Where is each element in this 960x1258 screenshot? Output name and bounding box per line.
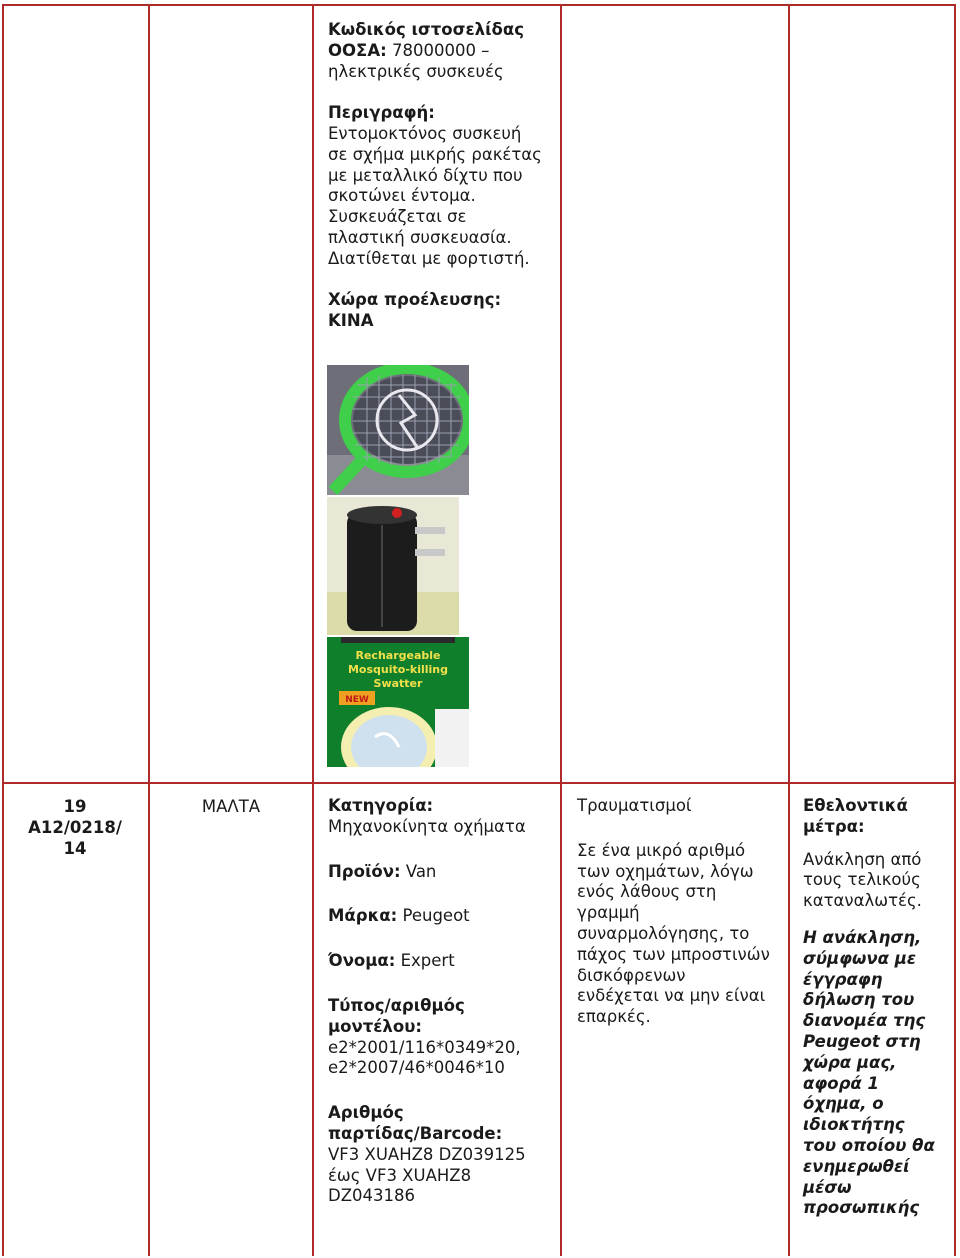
batch-label-line: Αριθμός	[328, 1103, 404, 1123]
description-label: Περιγραφή:	[328, 103, 435, 123]
measures-line: καταναλωτές.	[803, 891, 922, 911]
measures-note-line: του οποίου θα	[803, 1135, 935, 1155]
table-cell-r1-risk	[560, 4, 790, 784]
product-line	[328, 862, 556, 883]
product-info-block-1	[328, 20, 556, 332]
category-value: Μηχανοκίνητα οχήματα	[328, 816, 526, 836]
description-line: Εντομοκτόνος συσκευή	[328, 123, 522, 143]
description-line: πλαστική συσκευασία.	[328, 227, 512, 247]
racket-illustration	[327, 365, 469, 495]
oosa-line	[328, 41, 556, 62]
risk-line: ενδέχεται να μην είναι	[577, 986, 766, 1006]
description-line: σε σχήμα μικρής ρακέτας	[328, 144, 542, 164]
measures-note-line: χώρα μας,	[803, 1052, 897, 1072]
description-line: με μεταλλικό δίχτυ που	[328, 165, 523, 185]
risk-line: επαρκές.	[577, 1007, 651, 1027]
notification-number-line: 19	[63, 797, 87, 816]
charger-photo	[327, 497, 459, 635]
website-code-label: Κωδικός ιστοσελίδας	[328, 20, 524, 39]
measures-note-line: Peugeot στη	[803, 1031, 921, 1051]
measures-note-line: αφορά 1	[803, 1073, 879, 1093]
package-photo	[327, 637, 469, 767]
type-label-line: μοντέλου:	[328, 1016, 422, 1036]
measures-note-line: έγγραφη	[803, 969, 883, 989]
measures-line: τους τελικούς	[803, 870, 921, 890]
name-value: Expert	[400, 951, 455, 971]
notification-number-line: A12/0218/	[28, 818, 122, 837]
risk-line: των οχημάτων, λόγω	[577, 861, 754, 881]
type-label-line: Τύπος/αριθμός	[328, 995, 465, 1015]
product-label: Προϊόν:	[328, 861, 401, 881]
package-badge: NEW	[345, 695, 369, 705]
measures-note-line: προσωπικής	[803, 1198, 920, 1218]
measures-note-line: Η ανάκληση,	[803, 927, 922, 947]
measures-note-line: όχημα, ο	[803, 1094, 884, 1114]
measures-note-line: δήλωση του	[803, 990, 915, 1010]
measures-label-line: Εθελοντικά	[803, 796, 908, 815]
measures-note-line: σύμφωνα με	[803, 948, 917, 968]
risk-line: γραμμή	[577, 903, 640, 923]
batch-label-line: παρτίδας/Barcode:	[328, 1123, 503, 1143]
batch-value-line: έως VF3 XUAHZ8	[328, 1165, 472, 1185]
oosa-label: ΟΟΣΑ:	[328, 40, 387, 60]
batch-value-line: VF3 XUAHZ8 DZ039125	[328, 1144, 526, 1164]
table-cell-r1-country	[148, 4, 314, 784]
measures-note-line: μέσω	[803, 1177, 852, 1197]
name-label: Όνομα:	[328, 951, 396, 971]
oosa-category: ηλεκτρικές συσκευές	[328, 61, 504, 81]
notification-number-line: 14	[63, 839, 87, 858]
type-value-line: e2*2001/116*0349*20,	[328, 1037, 521, 1057]
risk-line: δισκόφρενων	[577, 965, 686, 985]
type-value-line: e2*2007/46*0046*10	[328, 1058, 505, 1078]
risk-line: ενός λάθους στη	[577, 882, 717, 902]
risk-line: Σε ένα μικρό αριθμό	[577, 840, 746, 860]
batch-value-line: DZ043186	[328, 1186, 415, 1206]
measures-note-line: ιδιοκτήτης	[803, 1115, 905, 1135]
notification-number	[2, 796, 148, 859]
measures-note-line: διανομέα της	[803, 1011, 926, 1031]
risk-line: συναρμολόγησης, το	[577, 923, 750, 943]
charger-illustration	[327, 497, 459, 635]
brand-label: Μάρκα:	[328, 906, 398, 926]
measures-label-line: μέτρα:	[803, 816, 865, 836]
package-text-3: Swatter	[373, 677, 423, 690]
measures-note-line: ενημερωθεί	[803, 1156, 910, 1176]
measures-line: Ανάκληση από	[803, 849, 922, 869]
origin-label: Χώρα προέλευσης:	[328, 290, 502, 310]
description-line: σκοτώνει έντομα.	[328, 186, 476, 206]
brand-line	[328, 906, 556, 927]
package-text-1: Rechargeable	[355, 649, 441, 662]
notifying-country: ΜΑΛΤΑ	[201, 797, 261, 816]
racket-photo	[327, 365, 469, 495]
package-text-2: Mosquito-killing	[347, 663, 449, 676]
table-cell-r1-measures	[788, 4, 956, 784]
oosa-value: 78000000 –	[391, 40, 490, 60]
origin-value: ΚΙΝΑ	[328, 311, 374, 331]
package-illustration	[327, 637, 469, 767]
category-label: Κατηγορία:	[328, 796, 434, 815]
product-info-block-2	[328, 796, 556, 1207]
description-line: Διατίθεται με φορτιστή.	[328, 248, 530, 268]
measures-block	[803, 796, 955, 1219]
product-value: Van	[405, 861, 437, 881]
description-line: Συσκευάζεται σε	[328, 207, 467, 227]
risk-block	[577, 796, 785, 1028]
name-line	[328, 951, 556, 972]
risk-title: Τραυματισμοί	[577, 796, 692, 815]
brand-value: Peugeot	[402, 906, 470, 926]
table-cell-r1-number	[2, 4, 150, 784]
risk-line: πάχος των μπροστινών	[577, 944, 770, 964]
table-cell-r2-country	[148, 782, 314, 1256]
